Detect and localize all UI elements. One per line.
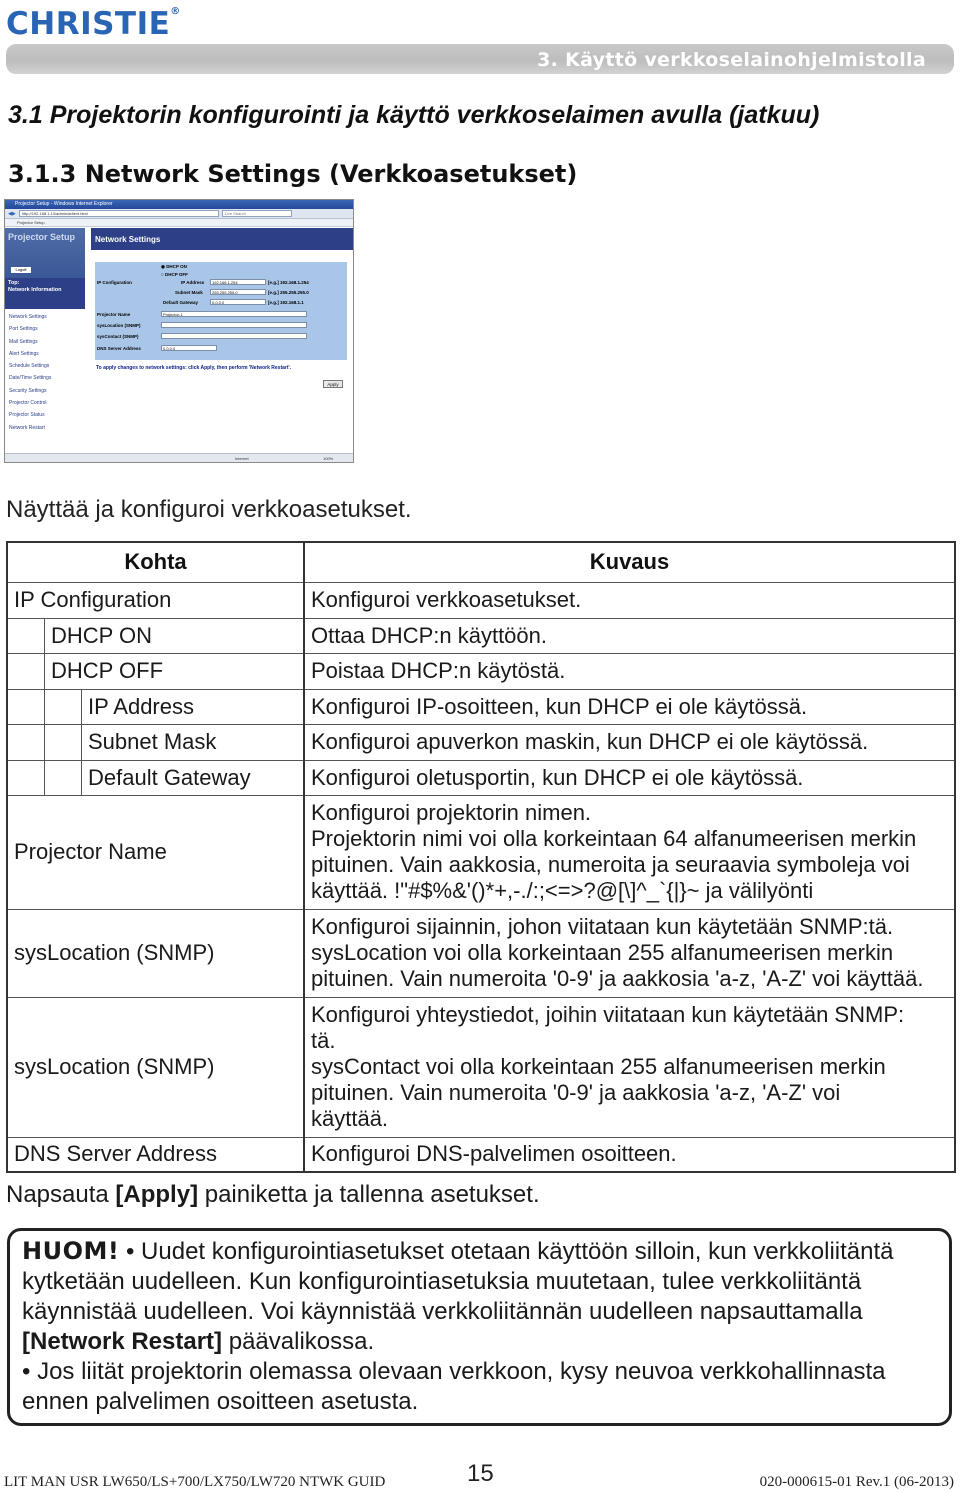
setup-heading: Network Settings bbox=[91, 228, 353, 250]
logoff-button: Logoff bbox=[11, 267, 31, 273]
desc-line: käyttää. !"#$%&'()*+,-./:;<=>?@[\]^_`{|}~ ja välilyönti bbox=[311, 878, 814, 903]
settings-table bbox=[6, 541, 956, 1173]
desc-cell: Konfiguroi oletusportin, kun DHCP ei ole käytössä. bbox=[304, 760, 955, 795]
name-field: Projector-1 bbox=[161, 311, 307, 317]
menu-item: Projector Status bbox=[9, 412, 45, 419]
page-number: 15 bbox=[467, 1460, 494, 1487]
table-row bbox=[7, 582, 955, 618]
desc-cell: Ottaa DHCP:n käyttöön. bbox=[304, 618, 955, 653]
ie-status-bar bbox=[5, 453, 353, 462]
gw-field: 0.0.0.0 bbox=[210, 299, 266, 305]
contact-field bbox=[161, 333, 307, 339]
top-link: Top: Network Information bbox=[5, 278, 85, 309]
apply-instruction: Napsauta [Apply] painiketta ja tallenna asetukset. bbox=[6, 1181, 540, 1208]
note-box bbox=[7, 1228, 952, 1426]
desc-cell bbox=[304, 909, 955, 997]
contact-label: sysContact (SNMP) bbox=[97, 334, 139, 339]
setup-logo: Projector Setup bbox=[5, 228, 85, 278]
col-item-header: Kohta bbox=[7, 542, 304, 582]
sub-title: 3.1.3 Network Settings (Verkkoasetukset) bbox=[8, 160, 578, 188]
item-cell: DHCP ON bbox=[7, 618, 304, 653]
search-field: Live Search bbox=[222, 210, 292, 217]
section-title: 3.1 Projektorin konfigurointi ja käyttö verkkoselaimen avulla (jatkuu) bbox=[8, 101, 820, 129]
desc-cell: Konfiguroi DNS-palvelimen osoitteen. bbox=[304, 1137, 955, 1172]
ie-window-title: Projector Setup - Windows Internet Explorer bbox=[5, 200, 353, 209]
gw-label: Default Gateway bbox=[163, 300, 199, 305]
address-field: http://192.168.1.10/admin/adtext.html bbox=[19, 210, 219, 217]
zone-label: Internet bbox=[235, 456, 249, 461]
desc-line: tä. bbox=[311, 1028, 336, 1053]
desc-line: Konfiguroi sijainnin, johon viitataan kun käytetään SNMP:tä. bbox=[311, 914, 894, 939]
item-cell: DNS Server Address bbox=[7, 1137, 304, 1172]
table-row bbox=[7, 689, 955, 724]
item-cell: sysLocation (SNMP) bbox=[7, 997, 304, 1137]
intro-text: Näyttää ja konfiguroi verkkoasetukset. bbox=[6, 496, 412, 523]
desc-cell: Poistaa DHCP:n käytöstä. bbox=[304, 653, 955, 689]
desc-line: Projektorin nimi voi olla korkeintaan 64 alfanumeerisen merkin bbox=[311, 826, 917, 851]
setup-form bbox=[95, 262, 347, 360]
item-cell: sysLocation (SNMP) bbox=[7, 909, 304, 997]
dns-label: DNS Server Address bbox=[97, 346, 141, 351]
note-bullet-2: • Jos liität projektorin olemassa olevaan verkkoon, kysy neuvoa verkkohallinnasta ennen palvelimen osoitteen asetusta. bbox=[22, 1358, 886, 1415]
table-row bbox=[7, 653, 955, 689]
menu-item: Schedule Settings bbox=[9, 363, 50, 370]
desc-line: Konfiguroi projektorin nimen. bbox=[311, 800, 592, 825]
mask-field: 255.255.255.0 bbox=[210, 289, 266, 295]
setup-sidebar bbox=[5, 228, 85, 454]
zoom-label: 100% bbox=[323, 456, 334, 461]
item-cell: DHCP OFF bbox=[7, 653, 304, 689]
table-row bbox=[7, 724, 955, 760]
table-row bbox=[7, 1137, 955, 1172]
ie-address-bar bbox=[5, 209, 353, 219]
mask-label: Subnet Mask bbox=[175, 290, 203, 295]
setup-main bbox=[91, 228, 353, 454]
mask-hint: [e.g.] 255.255.255.0 bbox=[268, 290, 309, 295]
menu-item: Projector Control bbox=[9, 400, 47, 407]
desc-line: käyttää. bbox=[311, 1106, 389, 1131]
table-row bbox=[7, 618, 955, 653]
desc-cell: Konfiguroi verkkoasetukset. bbox=[304, 582, 955, 618]
desc-line: sysContact voi olla korkeintaan 255 alfanumeerisen merkin bbox=[311, 1054, 886, 1079]
menu-item: Network Settings bbox=[9, 314, 47, 320]
back-icon: ◀▶ bbox=[8, 210, 16, 217]
menu-item: Mail Settings bbox=[9, 338, 38, 345]
table-row bbox=[7, 997, 955, 1137]
ip-field: 192.168.1.254 bbox=[210, 279, 266, 285]
dhcp-off-radio: ○ DHCP OFF bbox=[161, 272, 188, 277]
desc-line: Konfiguroi yhteystiedot, joihin viitataan kun käytetään SNMP: bbox=[311, 1002, 905, 1027]
menu-item: Date/Time Settings bbox=[9, 375, 52, 382]
note-label: HUOM! bbox=[22, 1237, 120, 1265]
ip-hint: [e.g.] 192.168.1.254 bbox=[268, 280, 309, 285]
gw-hint: [e.g.] 192.168.1.1 bbox=[268, 300, 304, 305]
item-cell: Subnet Mask bbox=[7, 724, 304, 760]
desc-cell bbox=[304, 997, 955, 1137]
apply-note: To apply changes to network settings: click Apply, then perform 'Network Restart'. bbox=[96, 365, 292, 371]
projector-setup-page bbox=[5, 228, 353, 454]
menu-item: Alert Settings bbox=[9, 350, 39, 357]
christie-logo: CHRISTIE® bbox=[6, 6, 181, 42]
apply-button-image: Apply bbox=[323, 380, 343, 388]
col-desc-header: Kuvaus bbox=[304, 542, 955, 582]
item-cell: IP Address bbox=[7, 689, 304, 724]
favorites-bar: Projector Setup bbox=[5, 219, 353, 227]
table-row bbox=[7, 760, 955, 795]
desc-cell bbox=[304, 795, 955, 909]
desc-line: sysLocation voi olla korkeintaan 255 alfanumeerisen merkin bbox=[311, 940, 894, 965]
item-cell: Default Gateway bbox=[7, 760, 304, 795]
item-cell: IP Configuration bbox=[7, 582, 304, 618]
browser-screenshot bbox=[4, 199, 354, 463]
menu-item: Network Restart bbox=[9, 424, 45, 431]
chapter-bar bbox=[6, 44, 954, 74]
setup-menu bbox=[5, 309, 85, 436]
menu-item: Port Settings bbox=[9, 326, 38, 333]
location-field bbox=[161, 322, 307, 328]
note-bullet-1: HUOM! • Uudet konfigurointiasetukset otetaan käyttöön silloin, kun verkkoliitäntä kytketään uudelleen. Kun konfigurointiasetuksia muutetaan, tulee verkkoliitäntä käynnistää uudelleen. Voi käynnistää verkkoliitännän uudelleen napsauttamalla [Network Restart] päävalikossa. bbox=[22, 1237, 894, 1355]
desc-cell: Konfiguroi apuverkon maskin, kun DHCP ei ole käytössä. bbox=[304, 724, 955, 760]
dns-field: 0.0.0.0 bbox=[161, 345, 217, 351]
ip-label: IP Address bbox=[181, 280, 205, 285]
footer-doc-title: LIT MAN USR LW650/LS+700/LX750/LW720 NTWK GUID bbox=[4, 1474, 386, 1490]
table-row bbox=[7, 909, 955, 997]
chapter-title: 3. Käyttö verkkoselainohjelmistolla bbox=[537, 49, 926, 71]
desc-line: pituinen. Vain numeroita '0-9' ja aakkosia 'a-z, 'A-Z' voi bbox=[311, 1080, 841, 1105]
menu-item: Security Settings bbox=[9, 387, 47, 394]
footer-revision: 020-000615-01 Rev.1 (06-2013) bbox=[759, 1474, 954, 1490]
table-header bbox=[7, 542, 955, 582]
desc-line: pituinen. Vain aakkosia, numeroita ja seuraavia symboleja voi bbox=[311, 852, 910, 877]
location-label: sysLocation (SNMP) bbox=[97, 323, 141, 328]
table-row bbox=[7, 795, 955, 909]
item-cell: Projector Name bbox=[7, 795, 304, 909]
desc-cell: Konfiguroi IP-osoitteen, kun DHCP ei ole käytössä. bbox=[304, 689, 955, 724]
name-label: Projector Name bbox=[97, 312, 131, 317]
ip-config-label: IP Configuration bbox=[97, 280, 132, 285]
dhcp-on-radio: ◉ DHCP ON bbox=[161, 264, 187, 269]
desc-line: pituinen. Vain numeroita '0-9' ja aakkosia 'a-z, 'A-Z' voi käyttää. bbox=[311, 966, 924, 991]
